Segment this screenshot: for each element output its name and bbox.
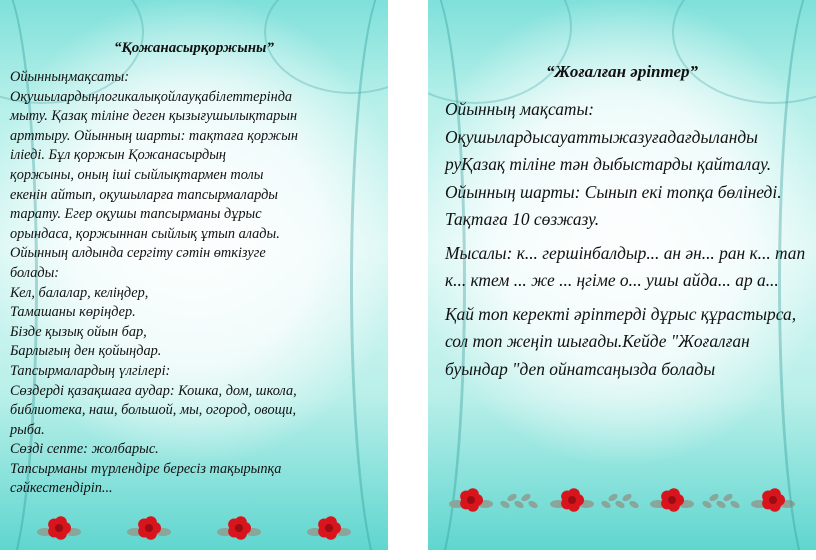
- red-flower-icon: [550, 486, 594, 516]
- right-card-paragraph: Мысалы: к... гершінбалдыр... ан əн... ран к... тап к... ктем ... же ... ңгіме о... ушы айда... ар а...: [445, 242, 806, 290]
- left-card-line: мыту. Қазақ тіліне деген қызығушылықтарын: [10, 108, 298, 125]
- flower-border: [428, 486, 816, 516]
- left-card-line: Барлығың ден қойыңдар.: [10, 343, 162, 360]
- left-card-line: Сөзді септе: жолбарыс.: [10, 441, 159, 458]
- red-flower-icon: [650, 486, 694, 516]
- left-card-line: Кел, балалар, келіңдер,: [10, 284, 149, 301]
- left-card-line: Сөздерді қазақшаға аудар: Кошка, дом, школа,: [10, 382, 297, 399]
- leaf-sprig-icon: [499, 486, 543, 516]
- left-card-line: орындаса, қоржыннан сыйлық ұтып алады.: [10, 225, 280, 242]
- red-flower-icon: [449, 486, 493, 516]
- right-card-body: [445, 96, 813, 389]
- swirl-decoration: [672, 0, 816, 104]
- red-flower-icon: [37, 514, 81, 544]
- left-card-line: арттыру. Ойынның шарты: тақтаға қоржын: [10, 127, 298, 144]
- left-card-line: библиотека, наш, большой, мы, огород, овощи,: [10, 402, 297, 419]
- left-card-line: екенін айтып, оқушыларға тапсырмаларды: [10, 186, 278, 203]
- leaf-sprig-icon: [600, 486, 644, 516]
- left-card-line: тарату. Егер оқушы тапсырманы дұрыс: [10, 206, 262, 223]
- left-card: [0, 0, 388, 550]
- left-card-line: іліеді. Бұл қоржын Қожанасырдың: [10, 147, 226, 164]
- right-card: [428, 0, 816, 550]
- left-card-line: рыба.: [10, 421, 45, 438]
- left-card-line: Оқушылардыңлогикалықойлауқабілеттерінда: [10, 88, 293, 105]
- right-card-title: “Жоғалған әріптер”: [545, 62, 699, 81]
- red-flower-icon: [751, 486, 795, 516]
- right-card-paragraph: Ойынның мақсаты: Оқушылардысауаттыжазуғадағдыланды руҚазақ тіліне тән дыбыстарды қайталау. Ойынның шарты: Сынып екі топқа бөлінеді. Тақтаға 10 сөзжазу.: [445, 99, 782, 229]
- left-card-line: Тапсырманы түрлендіре бересіз тақырыпқа: [10, 460, 282, 477]
- left-card-line: Тапсырмалардың үлгілері:: [10, 362, 171, 379]
- left-card-line: Ойынның алдында сергіту сәтін өткізуге: [10, 245, 266, 262]
- left-card-line: сәйкестендіріп...: [10, 480, 113, 497]
- swirl-decoration: [428, 0, 572, 104]
- left-card-line: болады:: [10, 264, 60, 281]
- left-card-body: [10, 68, 376, 499]
- left-card-line: Ойынныңмақсаты:: [10, 69, 129, 85]
- flower-border: [0, 514, 388, 544]
- leaf-sprig-icon: [701, 486, 745, 516]
- red-flower-icon: [217, 514, 261, 544]
- left-card-line: Тамашаны көріңдер.: [10, 304, 136, 321]
- red-flower-icon: [127, 514, 171, 544]
- left-card-line: Бізде қызық ойын бар,: [10, 323, 147, 340]
- left-card-title: “Қожанасырқоржыны”: [114, 40, 274, 56]
- red-flower-icon: [307, 514, 351, 544]
- right-card-paragraph: Қай топ керекті әріптерді дұрыс құрастырса, сол топ жеңіп шығады.Кейде "Жоғалған буындар "деп ойнатсаңызда болады: [445, 303, 797, 379]
- left-card-line: қоржыны, оның іші сыйлықтармен толы: [10, 166, 264, 183]
